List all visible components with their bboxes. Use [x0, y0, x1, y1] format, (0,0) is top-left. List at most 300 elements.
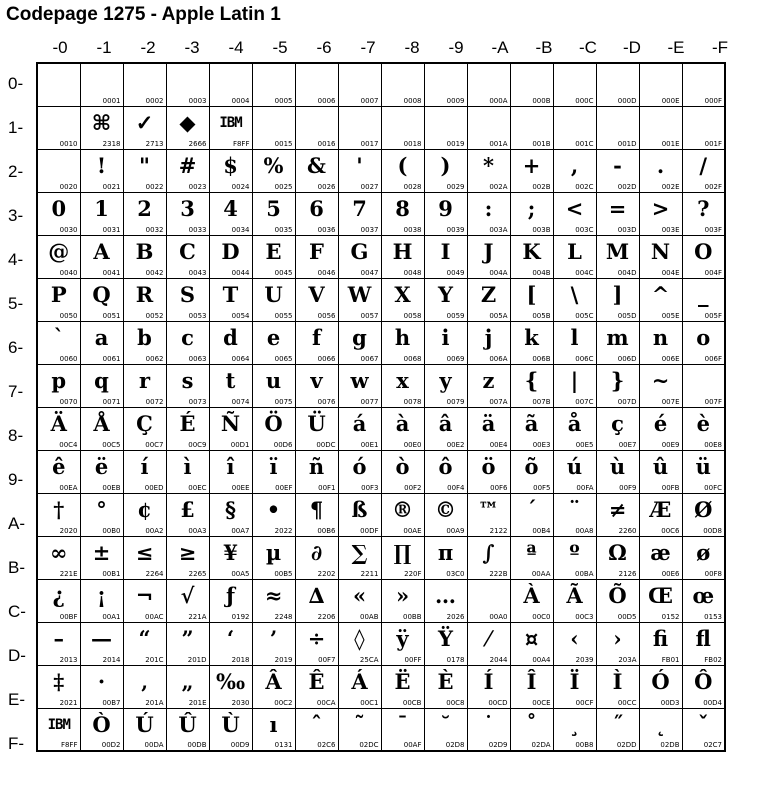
code-point: 02D8 — [445, 741, 465, 749]
glyph: á — [352, 410, 367, 436]
code-cell — [338, 321, 381, 364]
code-point: 0074 — [231, 397, 250, 406]
table-row — [37, 149, 725, 192]
code-cell — [252, 536, 295, 579]
code-cell — [338, 493, 381, 536]
glyph: a — [94, 324, 109, 350]
code-point: 0004 — [231, 96, 250, 105]
code-point: 00E6 — [661, 569, 680, 578]
code-cell — [424, 321, 467, 364]
code-cell — [510, 321, 553, 364]
glyph: í — [140, 453, 149, 479]
code-point: 00CC — [617, 698, 637, 707]
glyph: " — [139, 152, 150, 178]
code-point: F8FF — [232, 139, 250, 148]
code-point: 00B0 — [102, 526, 121, 535]
glyph: ^ — [651, 281, 670, 307]
code-cell — [510, 493, 553, 536]
code-cell — [467, 450, 510, 493]
glyph: A — [93, 238, 110, 264]
table-row — [37, 407, 725, 450]
code-cell — [209, 450, 252, 493]
code-cell — [295, 235, 338, 278]
code-cell — [166, 708, 209, 751]
row-header: 1- — [8, 118, 24, 137]
column-header: -4 — [228, 38, 244, 57]
glyph: K — [522, 238, 541, 264]
code-point: 0078 — [403, 397, 422, 406]
glyph: # — [178, 152, 197, 178]
glyph: t — [225, 367, 236, 393]
glyph: é — [653, 410, 668, 436]
code-cell — [123, 235, 166, 278]
code-point: 2211 — [360, 569, 379, 578]
code-cell — [80, 235, 123, 278]
code-cell — [553, 235, 596, 278]
column-header: -9 — [448, 38, 464, 57]
code-cell — [80, 536, 123, 579]
glyph: √ — [180, 582, 195, 608]
code-cell — [80, 665, 123, 708]
glyph: ¤ — [524, 625, 539, 651]
code-point: 2666 — [188, 139, 207, 148]
glyph: π — [437, 539, 454, 565]
column-header: -8 — [404, 38, 420, 57]
code-point: 0059 — [446, 311, 465, 320]
code-point: 006A — [489, 354, 508, 363]
code-cell — [510, 106, 553, 149]
code-point: 00FC — [704, 483, 722, 492]
code-cell — [295, 493, 338, 536]
glyph: h — [394, 324, 411, 350]
code-cell — [295, 708, 338, 751]
code-cell — [123, 321, 166, 364]
code-point: 00D8 — [703, 526, 722, 535]
code-cell — [510, 235, 553, 278]
code-point: 004A — [489, 268, 508, 277]
code-point: 2022 — [274, 526, 293, 535]
code-cell — [553, 364, 596, 407]
code-point: 0037 — [360, 225, 379, 234]
code-point: 0009 — [446, 96, 465, 105]
row-header: 6- — [8, 338, 24, 357]
glyph: % — [263, 152, 284, 178]
code-point: 0001 — [102, 96, 121, 105]
glyph: ∫ — [482, 539, 495, 565]
glyph: £ — [180, 496, 195, 522]
code-point: 03C0 — [446, 569, 465, 578]
code-point: 0079 — [446, 397, 465, 406]
code-point: 00C4 — [59, 440, 78, 449]
code-cell — [37, 321, 80, 364]
code-cell — [381, 622, 424, 665]
glyph: V — [308, 281, 325, 307]
glyph: o — [696, 324, 711, 350]
code-cell — [80, 450, 123, 493]
glyph: l — [570, 324, 579, 350]
glyph: ⁄ — [486, 625, 491, 651]
code-point: 00D5 — [617, 612, 637, 621]
code-cell — [381, 278, 424, 321]
code-cell — [295, 278, 338, 321]
glyph: \ — [570, 281, 579, 307]
code-point: 0075 — [274, 397, 293, 406]
code-point: 0039 — [446, 225, 465, 234]
glyph: ª — [526, 539, 537, 565]
code-point: 0047 — [360, 268, 379, 277]
code-cell — [510, 364, 553, 407]
glyph: Y — [438, 281, 453, 307]
glyph: ? — [697, 195, 710, 221]
code-cell — [682, 536, 725, 579]
code-cell — [123, 278, 166, 321]
code-cell — [381, 63, 424, 106]
glyph: ∆ — [308, 582, 325, 608]
code-point: 25CA — [359, 655, 379, 664]
code-cell — [381, 493, 424, 536]
code-cell — [596, 622, 639, 665]
code-point: 00E1 — [360, 440, 379, 449]
glyph: R — [135, 281, 154, 307]
code-point: 0008 — [403, 96, 422, 105]
glyph: õ — [524, 453, 539, 479]
code-point: 003D — [617, 225, 637, 234]
code-point: 00F3 — [361, 483, 379, 492]
glyph: H — [392, 238, 413, 264]
code-cell — [37, 708, 80, 751]
glyph: © — [435, 496, 456, 522]
code-cell — [381, 364, 424, 407]
code-cell — [596, 493, 639, 536]
code-cell — [252, 708, 295, 751]
glyph: ò — [395, 453, 410, 479]
glyph: E — [265, 238, 282, 264]
code-cell — [596, 665, 639, 708]
code-cell — [381, 708, 424, 751]
code-cell — [295, 192, 338, 235]
glyph: æ — [650, 539, 671, 565]
code-point: 000E — [661, 96, 680, 105]
code-cell — [381, 579, 424, 622]
glyph: B — [135, 238, 154, 264]
glyph: ê — [52, 453, 66, 479]
glyph: ï — [269, 453, 278, 479]
code-cell — [596, 407, 639, 450]
code-cell — [639, 321, 682, 364]
code-cell — [553, 708, 596, 751]
glyph: ® — [392, 496, 413, 522]
code-point: 003A — [489, 225, 508, 234]
code-point: 00FF — [404, 655, 422, 664]
glyph: y — [439, 367, 452, 393]
glyph: g — [352, 324, 367, 350]
code-cell — [123, 622, 166, 665]
code-cell — [166, 278, 209, 321]
code-cell — [381, 235, 424, 278]
code-point: 002A — [489, 182, 508, 191]
code-cell — [338, 622, 381, 665]
code-cell — [639, 192, 682, 235]
glyph: Ê — [308, 668, 325, 694]
code-point: 201C — [145, 655, 164, 664]
code-cell — [252, 235, 295, 278]
code-cell — [596, 106, 639, 149]
code-point: 0006 — [317, 96, 336, 105]
code-point: 02DC — [359, 741, 379, 749]
glyph: ú — [566, 453, 583, 479]
code-point: 00BB — [402, 612, 422, 621]
code-cell — [596, 321, 639, 364]
code-point: 0053 — [188, 311, 207, 320]
glyph: ´ — [526, 496, 537, 522]
glyph: 3 — [180, 195, 195, 221]
code-point: 00A7 — [231, 526, 250, 535]
code-point: 004F — [704, 268, 722, 277]
code-cell — [209, 278, 252, 321]
row-header: B- — [8, 558, 25, 577]
code-cell — [596, 235, 639, 278]
code-cell — [424, 192, 467, 235]
code-point: 00A0 — [489, 612, 508, 621]
code-cell — [381, 665, 424, 708]
code-cell — [424, 106, 467, 149]
code-point: 006E — [661, 354, 680, 363]
glyph: ¯ — [397, 711, 408, 737]
glyph: c — [181, 324, 194, 350]
code-cell — [295, 622, 338, 665]
code-point: F8FF — [60, 741, 78, 749]
code-cell — [37, 149, 80, 192]
glyph: § — [225, 496, 236, 522]
code-cell — [596, 364, 639, 407]
code-point: 00DF — [360, 526, 379, 535]
code-point: 003F — [704, 225, 722, 234]
code-point: 005A — [489, 311, 508, 320]
glyph: ~ — [651, 367, 670, 393]
code-point: 00F5 — [533, 483, 551, 492]
code-point: 00E3 — [532, 440, 551, 449]
glyph: ø — [696, 539, 711, 565]
code-point: 00F1 — [318, 483, 336, 492]
glyph: Á — [351, 668, 368, 694]
code-point: 005E — [661, 311, 680, 320]
code-point: 201A — [145, 698, 164, 707]
glyph: ] — [612, 281, 623, 307]
code-cell — [166, 63, 209, 106]
code-point: 00DC — [316, 440, 336, 449]
code-point: FB02 — [704, 655, 722, 664]
glyph: ` — [53, 324, 64, 350]
code-cell — [467, 192, 510, 235]
code-cell — [123, 407, 166, 450]
row-header: 9- — [8, 470, 24, 489]
code-point: 00F8 — [704, 569, 722, 578]
codepage-grid — [36, 62, 726, 752]
glyph: / — [699, 152, 708, 178]
code-cell — [596, 450, 639, 493]
code-cell — [467, 278, 510, 321]
code-point: 0025 — [274, 182, 293, 191]
code-point: 007D — [617, 397, 637, 406]
glyph: Ä — [50, 410, 67, 436]
code-cell — [37, 63, 80, 106]
code-point: 0034 — [231, 225, 250, 234]
code-point: 000A — [489, 96, 508, 105]
code-cell — [553, 493, 596, 536]
code-cell — [682, 192, 725, 235]
glyph: b — [137, 324, 152, 350]
code-cell — [467, 63, 510, 106]
glyph: Û — [178, 711, 197, 737]
code-point: 00F2 — [404, 483, 422, 492]
code-point: 007A — [489, 397, 508, 406]
code-point: 00F7 — [318, 655, 336, 664]
code-cell — [510, 708, 553, 751]
glyph: ; — [527, 195, 536, 221]
code-point: 0045 — [274, 268, 293, 277]
glyph: Ü — [307, 410, 326, 436]
glyph: À — [523, 582, 540, 608]
code-cell — [682, 407, 725, 450]
glyph: î — [226, 453, 235, 479]
row-header: 4- — [8, 250, 24, 269]
code-point: 007C — [575, 397, 594, 406]
code-point: 00C9 — [188, 440, 207, 449]
code-point: 00B5 — [274, 569, 293, 578]
code-point: 002B — [532, 182, 551, 191]
code-point: 0022 — [145, 182, 164, 191]
code-point: 001C — [575, 139, 594, 148]
code-point: 0005 — [274, 96, 293, 105]
code-point: 006F — [704, 354, 722, 363]
code-cell — [596, 192, 639, 235]
glyph: È — [437, 668, 454, 694]
glyph: = — [608, 195, 627, 221]
code-cell — [510, 622, 553, 665]
code-point: 0016 — [317, 139, 336, 148]
glyph: $ — [223, 152, 238, 178]
code-point: 2030 — [231, 698, 250, 707]
code-cell — [338, 579, 381, 622]
glyph: ˛ — [655, 711, 666, 737]
page-title: Codepage 1275 - Apple Latin 1 — [6, 4, 281, 25]
code-point: 02DB — [660, 741, 680, 749]
code-point: 00ED — [144, 483, 164, 492]
code-cell — [80, 192, 123, 235]
code-point: 00EA — [59, 483, 78, 492]
code-point: 2122 — [489, 526, 508, 535]
code-cell — [166, 192, 209, 235]
code-cell — [252, 450, 295, 493]
glyph: “ — [138, 625, 151, 651]
code-point: 0067 — [360, 354, 379, 363]
code-point: 002D — [617, 182, 637, 191]
column-header: -E — [667, 38, 685, 57]
glyph: Ÿ — [438, 625, 453, 651]
row-header: A- — [8, 514, 25, 533]
code-cell — [338, 192, 381, 235]
glyph: ñ — [308, 453, 325, 479]
code-cell — [467, 665, 510, 708]
code-point: 201E — [188, 698, 207, 707]
code-cell — [338, 235, 381, 278]
code-cell — [596, 149, 639, 192]
glyph: Î — [526, 668, 537, 694]
code-cell — [123, 106, 166, 149]
code-point: 2206 — [317, 612, 336, 621]
code-cell — [80, 63, 123, 106]
code-cell — [467, 235, 510, 278]
code-point: 005F — [704, 311, 722, 320]
code-cell — [424, 235, 467, 278]
code-cell — [209, 63, 252, 106]
code-point: 0071 — [102, 397, 121, 406]
glyph: 5 — [266, 195, 281, 221]
code-cell — [467, 106, 510, 149]
code-point: 0036 — [317, 225, 336, 234]
glyph: 4 — [223, 195, 238, 221]
glyph: z — [482, 367, 495, 393]
code-point: 0068 — [403, 354, 422, 363]
code-cell — [510, 278, 553, 321]
code-point: 0007 — [360, 96, 379, 105]
code-cell — [682, 321, 725, 364]
glyph: ì — [183, 453, 192, 479]
code-point: 00DA — [144, 741, 164, 749]
code-point: 0042 — [145, 268, 164, 277]
table-row — [37, 536, 725, 579]
glyph: Ç — [136, 410, 153, 436]
code-cell — [381, 321, 424, 364]
code-point: 00C7 — [145, 440, 164, 449]
glyph: e — [266, 324, 281, 350]
code-point: 0054 — [231, 311, 250, 320]
code-cell — [682, 149, 725, 192]
glyph: ÿ — [396, 625, 409, 651]
code-point: 00FA — [576, 483, 594, 492]
glyph: ™ — [478, 496, 499, 522]
glyph: & — [307, 152, 326, 178]
code-point: 000F — [704, 96, 722, 105]
code-cell — [467, 407, 510, 450]
code-point: 0040 — [59, 268, 78, 277]
code-point: 00C0 — [532, 612, 551, 621]
row-header: F- — [8, 734, 25, 753]
glyph: ¢ — [137, 496, 152, 522]
code-point: 02C7 — [703, 741, 722, 749]
glyph: ∞ — [50, 539, 68, 565]
code-cell — [166, 493, 209, 536]
code-point: 00F6 — [490, 483, 508, 492]
code-cell — [682, 235, 725, 278]
code-cell — [596, 536, 639, 579]
glyph: Ò — [92, 711, 111, 737]
glyph: { — [524, 367, 539, 393]
code-cell — [510, 579, 553, 622]
code-cell — [682, 106, 725, 149]
column-header: -D — [623, 38, 641, 57]
code-cell — [510, 407, 553, 450]
code-cell — [682, 579, 725, 622]
code-cell — [123, 364, 166, 407]
glyph: _ — [698, 281, 709, 307]
table-row — [37, 235, 725, 278]
code-point: 2020 — [59, 526, 78, 535]
glyph: Ó — [651, 668, 670, 694]
glyph: 0 — [51, 195, 67, 221]
code-point: 0029 — [446, 182, 465, 191]
code-cell — [252, 493, 295, 536]
